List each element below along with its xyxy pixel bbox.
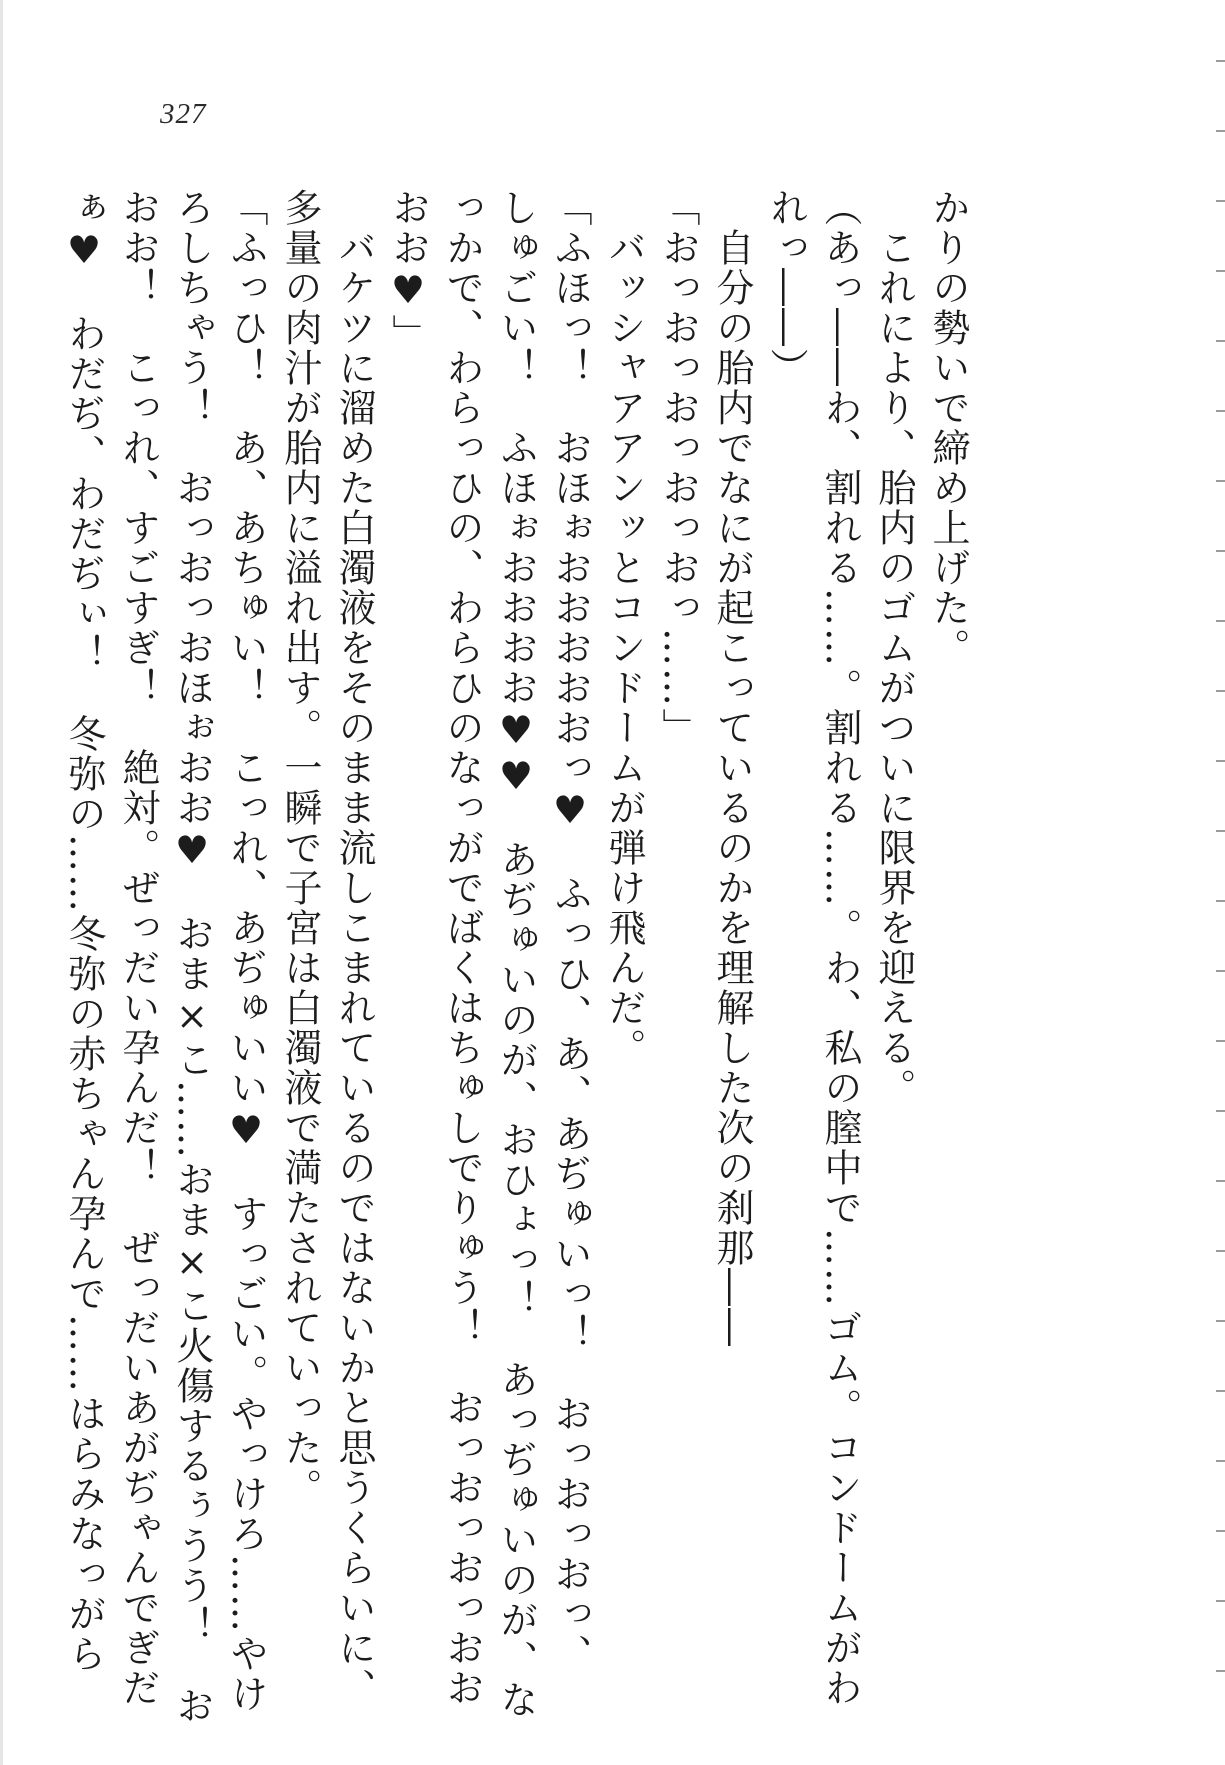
paragraph-line: これにより、胎内のゴムがついに限界を迎える。 bbox=[872, 188, 916, 1108]
edge-tick-mark bbox=[1216, 1040, 1225, 1042]
edge-tick-mark bbox=[1216, 690, 1225, 692]
edge-tick-mark bbox=[1216, 620, 1225, 622]
paragraph-line: かりの勢いで締め上げた。 bbox=[926, 188, 970, 668]
edge-tick-mark bbox=[1216, 550, 1225, 552]
edge-tick-mark bbox=[1216, 830, 1225, 832]
paragraph-line: 「おっおっおっおっおっ……」 bbox=[656, 188, 700, 748]
paragraph-line: バケツに溜めた白濁液をそのまま流しこまれているのではないかと思うくらいに、 bbox=[332, 188, 376, 1708]
edge-tick-mark bbox=[1216, 1670, 1225, 1672]
edge-tick-mark bbox=[1216, 60, 1225, 62]
paragraph-line: おお♥」 bbox=[386, 188, 430, 354]
edge-tick-mark bbox=[1216, 1110, 1225, 1112]
edge-tick-mark bbox=[1216, 970, 1225, 972]
paragraph-line: っかで、わらっひの、わらひのなっがでばくはちゅしでりゅう！ おっおっおっおお bbox=[440, 188, 484, 1708]
edge-tick-mark bbox=[1216, 1320, 1225, 1322]
paragraph-line: れっ――） bbox=[764, 188, 808, 388]
edge-tick-mark bbox=[1216, 270, 1225, 272]
edge-tick-mark bbox=[1216, 900, 1225, 902]
paragraph-line: 「ふほっ！ おほぉおおおおおっ♥ ふっひ、あ、あぢゅいっ！ おっおっおっ、 bbox=[548, 188, 592, 1674]
edge-tick-mark bbox=[1216, 200, 1225, 202]
paragraph-line: ぁ♥ わだぢ、わだぢぃ！ 冬弥の……冬弥の赤ちゃん孕んで……はらみなっがら bbox=[62, 188, 106, 1674]
edge-tick-mark bbox=[1216, 1460, 1225, 1462]
edge-tick-mark bbox=[1216, 480, 1225, 482]
paragraph-line: おお！ こっれ、すごすぎ！ 絶対。ぜっだい孕んだ！ ぜっだいあがぢゃんでぎだ bbox=[116, 188, 160, 1708]
page-left-edge bbox=[0, 0, 3, 1765]
paragraph-line: 「ふっひ！ あ、あちゅい！ こっれ、あぢゅいい♥ すっごい。やっけろ……やけ bbox=[224, 188, 268, 1714]
edge-tick-mark bbox=[1216, 410, 1225, 412]
paragraph-line: 自分の胎内でなにが起こっているのかを理解した次の刹那―― bbox=[710, 188, 754, 1348]
edge-tick-mark bbox=[1216, 760, 1225, 762]
paragraph-line: バッシャアアンッとコンドームが弾け飛んだ。 bbox=[602, 188, 646, 1068]
edge-tick-mark bbox=[1216, 1530, 1225, 1532]
paragraph-line: ろしちゃう！ おっおっおほぉおお♥ おま×こ……おま×こ火傷するぅうう！ お bbox=[170, 188, 214, 1726]
edge-tick-mark bbox=[1216, 1250, 1225, 1252]
page-number: 327 bbox=[160, 98, 207, 130]
edge-tick-mark bbox=[1216, 1180, 1225, 1182]
page-edge-tick-marks bbox=[1211, 0, 1225, 1765]
edge-tick-mark bbox=[1216, 340, 1225, 342]
paragraph-line: しゅごい！ ふほぉおおおお♥♥ あぢゅいのが、おひょっ！ あっぢゅいのが、な bbox=[494, 188, 538, 1720]
paragraph-line: 多量の肉汁が胎内に溢れ出す。一瞬で子宮は白濁液で満たされていった。 bbox=[278, 188, 322, 1508]
edge-tick-mark bbox=[1216, 130, 1225, 132]
edge-tick-mark bbox=[1216, 1390, 1225, 1392]
novel-body-text bbox=[57, 188, 975, 1726]
edge-tick-mark bbox=[1216, 1600, 1225, 1602]
paragraph-line: （あっ――わ、割れる……。割れる……。わ、私の膣中で……ゴム。コンドームがわ bbox=[818, 188, 862, 1708]
